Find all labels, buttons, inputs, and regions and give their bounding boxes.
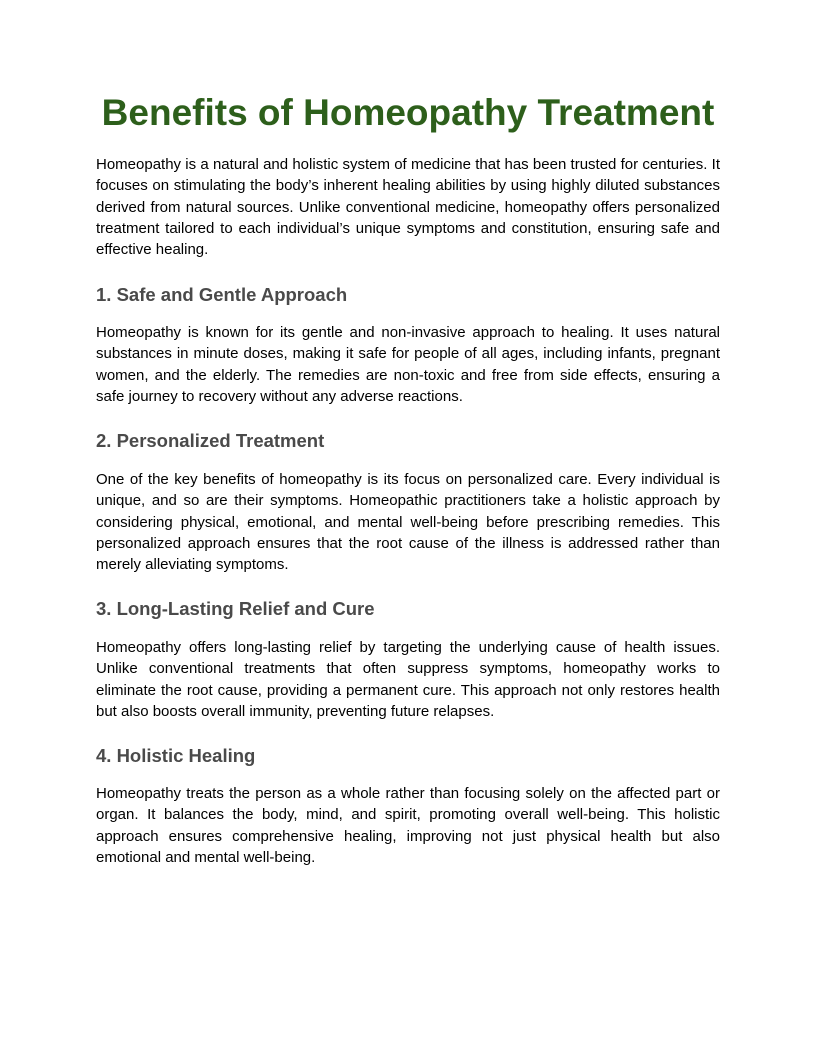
section-body-safe-gentle: Homeopathy is known for its gentle and non-invasive approach to healing. It uses natural substances in minute doses, making it safe for people of all ages, including infants, pregnant women, and the elderly. The remedies are non-toxic and free from side effects, ensuring a safe journey to recovery without any adverse reactions. [96,324,720,405]
section-heading-long-lasting: 3. Long-Lasting Relief and Cure [96,598,375,619]
intro-paragraph: Homeopathy is a natural and holistic system of medicine that has been trusted for centuries. It focuses on stimulating the body’s inherent healing abilities by using highly diluted substances derived from natural sources. Unlike conventional medicine, homeopathy offers personalized treatment tailored to each individual’s unique symptoms and constitution, ensuring safe and effective healing. [96,156,720,259]
section-heading-safe-gentle: 1. Safe and Gentle Approach [96,284,348,305]
section-body-personalized: One of the key benefits of homeopathy is its focus on personalized care. Every individual is unique, and so are their symptoms. Homeopathic practitioners take a holistic approach by considering physical, emotional, and mental well-being before prescribing remedies. This personalized approach ensures that the root cause of the illness is addressed rather than merely alleviating symptoms. [96,471,720,574]
section-body-holistic: Homeopathy treats the person as a whole rather than focusing solely on the affected part or organ. It balances the body, mind, and spirit, promoting overall well-being. This holistic approach ensures comprehensive healing, improving not just physical health but also emotional and mental well-being. [96,785,720,866]
page-title: Benefits of Homeopathy Treatment [101,92,715,133]
section-body-long-lasting: Homeopathy offers long-lasting relief by targeting the underlying cause of health issues. Unlike conventional treatments that often suppress symptoms, homeopathy works to eliminate the root cause, providing a permanent cure. This approach not only restores health but also boosts overall immunity, preventing future relapses. [96,639,720,720]
section-heading-personalized: 2. Personalized Treatment [96,430,325,451]
section-heading-holistic: 4. Holistic Healing [96,745,256,766]
